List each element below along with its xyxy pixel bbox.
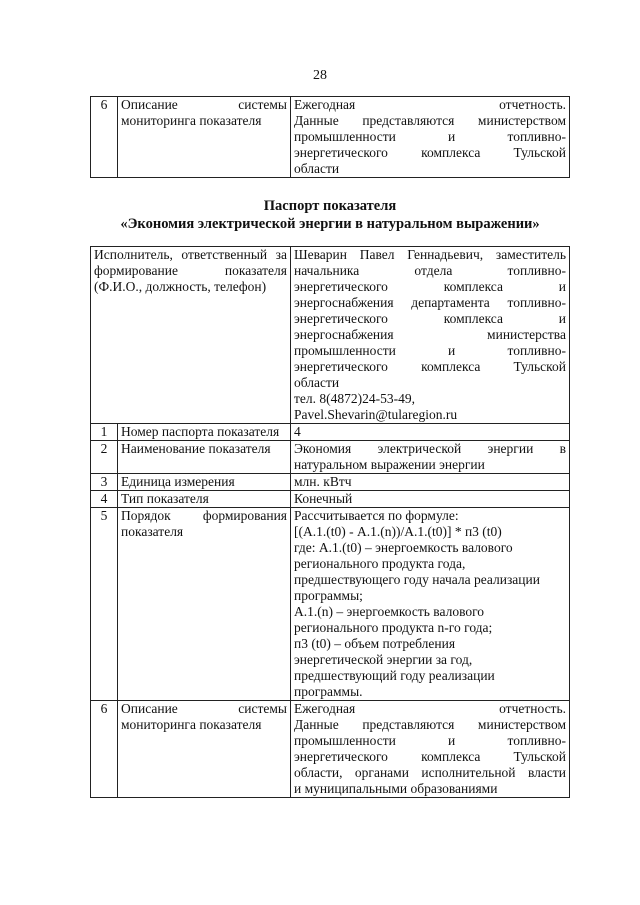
executor-label: Исполнитель, ответственный за формирование показателя (Ф.И.О., должность, телефон) (91, 247, 291, 424)
formula-line: [(А.1.(t0) - А.1.(n))/А.1.(t0)] * п3 (t0) (294, 524, 502, 539)
table-row (91, 474, 570, 491)
executor-value (291, 247, 570, 424)
value-line: промышленности и топливно- (294, 733, 566, 748)
value-line: Pavel.Shevarin@tularegion.ru (294, 407, 458, 422)
value-line: Ежегодная отчетность. (294, 97, 566, 112)
continued-table (90, 96, 570, 178)
row-number: 2 (91, 441, 118, 474)
value-line: Ежегодная отчетность. (294, 701, 566, 716)
value-line: области, органами исполнительной власти (294, 765, 566, 780)
value-line: области (294, 161, 340, 176)
row-label: Описание системы мониторинга показателя (118, 97, 291, 178)
value-line: программы. (294, 684, 363, 699)
table-row (91, 97, 570, 178)
row-number: 4 (91, 491, 118, 508)
value-line: п3 (t0) – объем потребления (294, 636, 456, 651)
row-value (291, 97, 570, 178)
row-number: 6 (91, 97, 118, 178)
table-row (91, 491, 570, 508)
value-line: где: А.1.(t0) – энергоемкость валового (294, 540, 513, 555)
value-line: Шеварин Павел Геннадьевич, заместитель (294, 247, 566, 262)
value-line: энергетического комплекса и (294, 311, 566, 326)
row-value: 4 (291, 424, 570, 441)
row-value (291, 701, 570, 798)
row-number: 5 (91, 508, 118, 701)
row-label: Единица измерения (118, 474, 291, 491)
page-number: 28 (313, 68, 327, 83)
table-row (91, 424, 570, 441)
row-number: 6 (91, 701, 118, 798)
table-row-monitoring (91, 701, 570, 798)
value-line: предшествующего году начала реализации (294, 572, 540, 587)
table-row-executor (91, 247, 570, 424)
row-label: Тип показателя (118, 491, 291, 508)
value-line: энергетического комплекса и (294, 279, 566, 294)
value-line: промышленности и топливно- (294, 129, 566, 144)
value-line: энергетического комплекса Тульской (294, 749, 566, 764)
row-number: 1 (91, 424, 118, 441)
row-value: Экономия электрической энергии в натуральном выражении энергии (291, 441, 570, 474)
table-row (91, 441, 570, 474)
value-line: начальника отдела топливно- (294, 263, 566, 278)
value-line: А.1.(n) – энергоемкость валового (294, 604, 485, 619)
title-line-2: «Экономия электрической энергии в натуральном выражении» (120, 216, 540, 232)
value-line: программы; (294, 588, 363, 603)
passport-title (90, 197, 570, 233)
row-label: Описание системы мониторинга показателя (118, 701, 291, 798)
row-label: Наименование показателя (118, 441, 291, 474)
value-line: Данные представляются министерством (294, 113, 566, 128)
value-line: энергетического комплекса Тульской (294, 145, 566, 160)
title-line-1: Паспорт показателя (263, 198, 397, 214)
row-value: Конечный (291, 491, 570, 508)
value-line: энергетического комплекса Тульской (294, 359, 566, 374)
passport-table (90, 246, 570, 798)
value-line: области (294, 375, 340, 390)
value-line: энергоснабжения министерства (294, 327, 566, 342)
value-line: регионального продукта года, (294, 556, 466, 571)
value-line: предшествующий году реализации (294, 668, 495, 683)
row-value (291, 508, 570, 701)
table-row-formula (91, 508, 570, 701)
row-number: 3 (91, 474, 118, 491)
value-line: тел. 8(4872)24-53-49, (294, 391, 415, 406)
row-label: Порядок формирования показателя (118, 508, 291, 701)
value-line: Рассчитывается по формуле: (294, 508, 459, 523)
value-line: и муниципальными образованиями (294, 781, 498, 796)
value-line: регионального продукта n-го года; (294, 620, 493, 635)
value-line: энергетической энергии за год, (294, 652, 473, 667)
value-line: Данные представляются министерством (294, 717, 566, 732)
value-line: промышленности и топливно- (294, 343, 566, 358)
row-value: млн. кВтч (291, 474, 570, 491)
row-label: Номер паспорта показателя (118, 424, 291, 441)
value-line: энергоснабжения департамента топливно- (294, 295, 566, 310)
